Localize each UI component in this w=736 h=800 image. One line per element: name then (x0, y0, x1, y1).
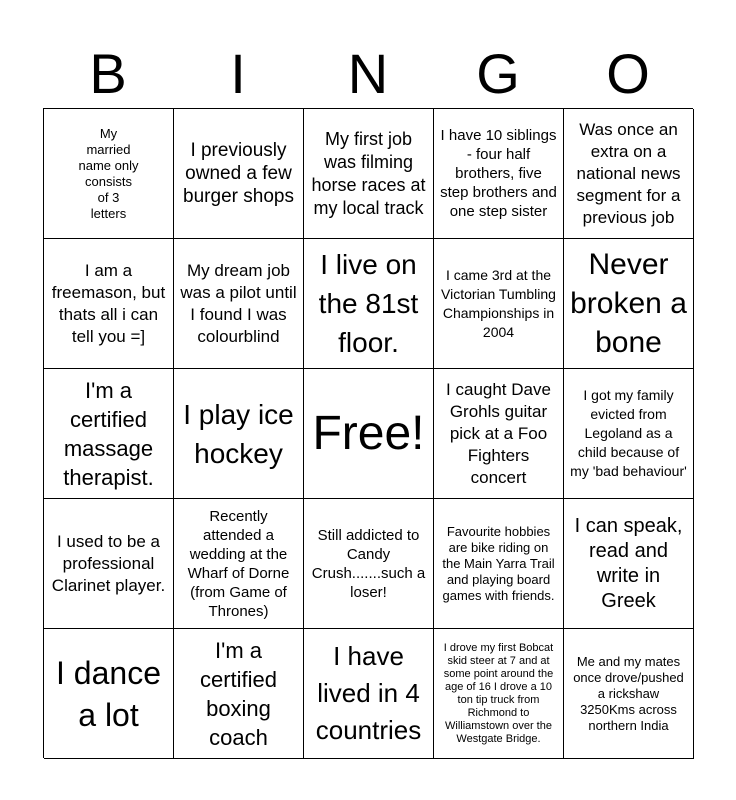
bingo-cell[interactable] (564, 369, 694, 499)
cell-text: I'm a certified massage therapist. (63, 377, 154, 490)
cell-text: Free! (312, 406, 425, 460)
cell-text: I came 3rd at the Victorian Tumbling Championships in 2004 (441, 266, 556, 340)
cell-text: I live on the 81st floor. (318, 249, 419, 358)
cell-text: I drove my first Bobcat skid steer at 7 and at some point around the age of 16 I drove a 10 ton tip truck from Richmond to Williamstown over the Westgate Bridge. (443, 641, 554, 745)
cell-text: Never broken a bone (570, 248, 687, 359)
bingo-cell[interactable] (174, 109, 304, 239)
bingo-cell[interactable] (304, 499, 434, 629)
bingo-cell[interactable] (174, 369, 304, 499)
header-letter-n: N (347, 42, 389, 105)
header-letter-o: O (606, 42, 650, 105)
cell-text: My first job was filming horse races at my local track (311, 128, 426, 218)
cell-text: I play ice hockey (183, 398, 294, 469)
bingo-cell[interactable] (564, 109, 694, 239)
bingo-cell[interactable] (44, 499, 174, 629)
bingo-cell[interactable] (434, 369, 564, 499)
bingo-cell[interactable] (174, 239, 304, 369)
bingo-cell[interactable] (564, 239, 694, 369)
bingo-cell[interactable] (434, 499, 564, 629)
cell-text: Was once an extra on a national news segment for a previous job (576, 119, 681, 227)
header-letter-i: I (230, 42, 246, 105)
cell-text: I dance a lot (56, 654, 161, 733)
bingo-header (43, 40, 693, 108)
cell-text: I am a freemason, but thats all i can tell you =] (51, 260, 166, 346)
bingo-cell[interactable] (44, 369, 174, 499)
bingo-cell[interactable] (434, 109, 564, 239)
cell-text: I have lived in 4 countries (315, 641, 422, 745)
cell-text: I used to be a professional Clarinet player. (51, 531, 166, 595)
bingo-cell[interactable] (564, 629, 694, 759)
bingo-cell[interactable] (44, 629, 174, 759)
cell-text: I have 10 siblings - four half brothers, five step brothers and one step sister (440, 127, 557, 220)
cell-text: Me and my mates once drove/pushed a rickshaw 3250Kms across northern India (573, 653, 684, 733)
free-space[interactable] (304, 369, 434, 499)
bingo-cell[interactable] (304, 239, 434, 369)
header-letter-b: B (89, 42, 127, 105)
bingo-cell[interactable] (174, 629, 304, 759)
bingo-cell[interactable] (44, 109, 174, 239)
bingo-cell[interactable] (44, 239, 174, 369)
bingo-cell[interactable] (564, 499, 694, 629)
cell-text: My married name only consists of 3 letters (78, 125, 139, 221)
cell-text: I'm a certified boxing coach (199, 637, 278, 750)
cell-text: I previously owned a few burger shops (183, 140, 294, 207)
cell-text: Still addicted to Candy Crush.......such a loser! (311, 526, 426, 601)
cell-text: Favourite hobbies are bike riding on the Main Yarra Trail and playing board games with friends. (442, 523, 555, 603)
bingo-card (43, 108, 693, 758)
cell-text: I got my family evicted from Legoland as a child because of my 'bad behaviour' (570, 387, 687, 479)
bingo-cell[interactable] (434, 629, 564, 759)
bingo-cell[interactable] (434, 239, 564, 369)
cell-text: I can speak, read and write in Greek (574, 514, 683, 612)
header-letter-g: G (476, 42, 520, 105)
cell-text: Recently attended a wedding at the Wharf of Dorne (from Game of Thrones) (187, 507, 290, 620)
bingo-cell[interactable] (174, 499, 304, 629)
cell-text: My dream job was a pilot until I found I was colourblind (180, 260, 297, 346)
cell-text: I caught Dave Grohls guitar pick at a Foo Fighters concert (446, 379, 551, 487)
bingo-cell[interactable] (304, 629, 434, 759)
bingo-cell[interactable] (304, 109, 434, 239)
